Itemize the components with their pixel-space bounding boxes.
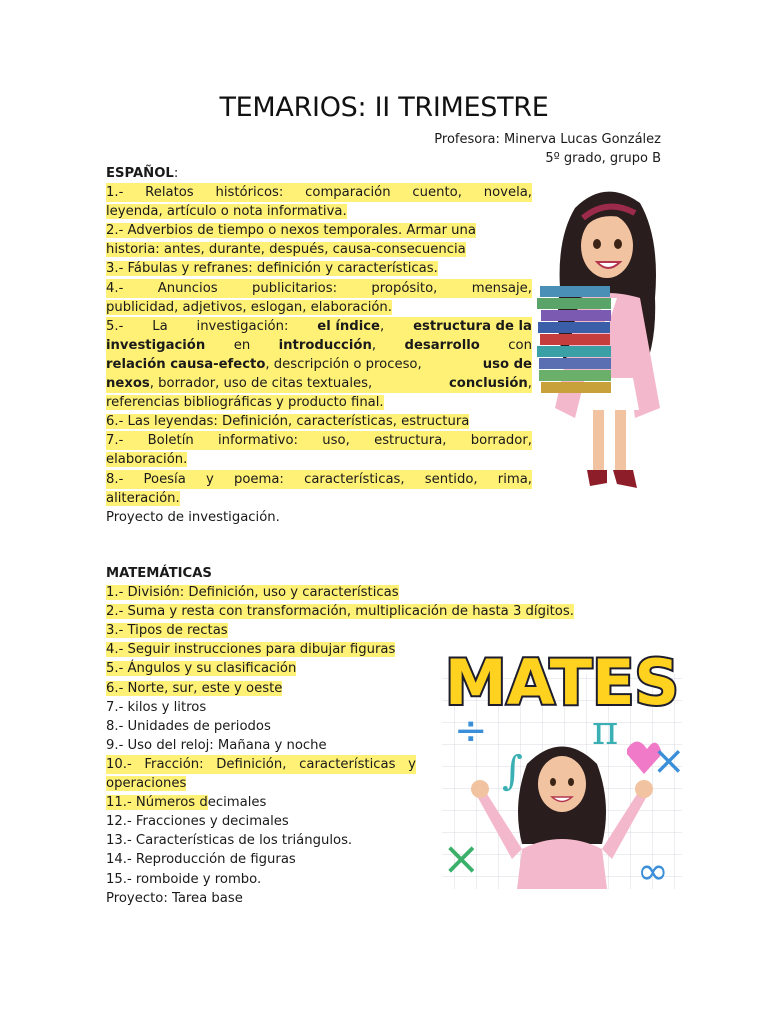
mates-item-11: 11.- Números decimales [106, 795, 267, 811]
espanol-item-2-cont: historia: antes, durante, después, causa-consecuencia [106, 242, 466, 258]
mates-item-2: 2.- Suma y resta con transformación, multiplicación de hasta 3 dígitos. [106, 604, 574, 620]
teacher-avatar-illustration [535, 178, 675, 498]
espanol-section [106, 164, 532, 527]
mates-item-1: 1.- División: Definición, uso y características [106, 585, 399, 601]
espanol-item-8-cont: aliteración. [106, 490, 180, 506]
mates-item-8: 8.- Unidades de periodos [106, 718, 271, 734]
svg-text:÷: ÷ [454, 708, 488, 754]
matematicas-heading: MATEMÁTICAS [106, 566, 212, 581]
espanol-item-2: 2.- Adverbios de tiempo o nexos temporales. Armar una [106, 223, 476, 239]
teacher-group: 5º grado, grupo B [545, 151, 661, 166]
svg-text:∫: ∫ [502, 748, 523, 794]
espanol-item-1: 1.- Relatos históricos: comparación cuento, novela, [106, 183, 532, 202]
espanol-item-3: 3.- Fábulas y refranes: definición y características. [106, 261, 438, 277]
teacher-info [434, 130, 661, 168]
mates-item-3: 3.- Tipos de rectas [106, 623, 228, 639]
mates-item-14: 14.- Reproducción de figuras [106, 852, 296, 868]
espanol-item-8: 8.- Poesía y poema: características, sentido, rima, [106, 470, 532, 489]
mates-logo-text: MATES [444, 646, 680, 719]
espanol-project: Proyecto de investigación. [106, 509, 280, 525]
espanol-item-4: 4.- Anuncios publicitarios: propósito, mensaje, [106, 279, 532, 298]
espanol-item-5-line5: referencias bibliográficas y producto final. [106, 395, 384, 411]
svg-text:∞: ∞ [637, 849, 669, 893]
mates-item-9: 9.- Uso del reloj: Mañana y noche [106, 737, 327, 753]
espanol-item-6: 6.- Las leyendas: Definición, características, estructura [106, 414, 470, 430]
mates-project: Proyecto: Tarea base [106, 890, 243, 906]
espanol-heading: ESPAÑOL: [106, 166, 179, 181]
mates-item-13: 13.- Características de los triángulos. [106, 833, 353, 849]
espanol-item-5-line4: nexos, borrador, uso de citas textuales, conclusión, [106, 374, 532, 393]
svg-text:×: × [652, 738, 686, 784]
espanol-item-5-line2: investigación en introducción, desarrollo con [106, 336, 532, 355]
mates-item-6: 6.- Norte, sur, este y oeste [106, 680, 283, 696]
teacher-name: Profesora: Minerva Lucas González [434, 132, 661, 147]
mates-item-10: 10.- Fracción: Definición, características y [106, 755, 416, 774]
mates-item-15: 15.- romboide y rombo. [106, 871, 262, 887]
espanol-item-4-cont: publicidad, adjetivos, eslogan, elaboración. [106, 299, 392, 315]
mates-logo-illustration [432, 634, 692, 894]
mates-item-5: 5.- Ángulos y su clasificación [106, 661, 297, 677]
espanol-item-7: 7.- Boletín informativo: uso, estructura, borrador, [106, 431, 532, 450]
svg-text:π: π [592, 708, 619, 754]
mates-item-4: 4.- Seguir instrucciones para dibujar figuras [106, 642, 396, 658]
page-title: TEMARIOS: II TRIMESTRE [219, 92, 549, 123]
espanol-item-7-cont: elaboración. [106, 452, 188, 468]
espanol-item-5-line3: relación causa-efecto, descripción o proceso, uso de [106, 355, 532, 374]
mates-item-10-cont: operaciones [106, 776, 187, 792]
espanol-item-1-cont: leyenda, artículo o nota informativa. [106, 204, 347, 220]
espanol-item-5: 5.- La investigación: el índice, estructura de la [106, 317, 532, 336]
svg-text:×: × [442, 831, 481, 885]
mates-item-12: 12.- Fracciones y decimales [106, 814, 289, 830]
mates-item-7: 7.- kilos y litros [106, 699, 207, 715]
